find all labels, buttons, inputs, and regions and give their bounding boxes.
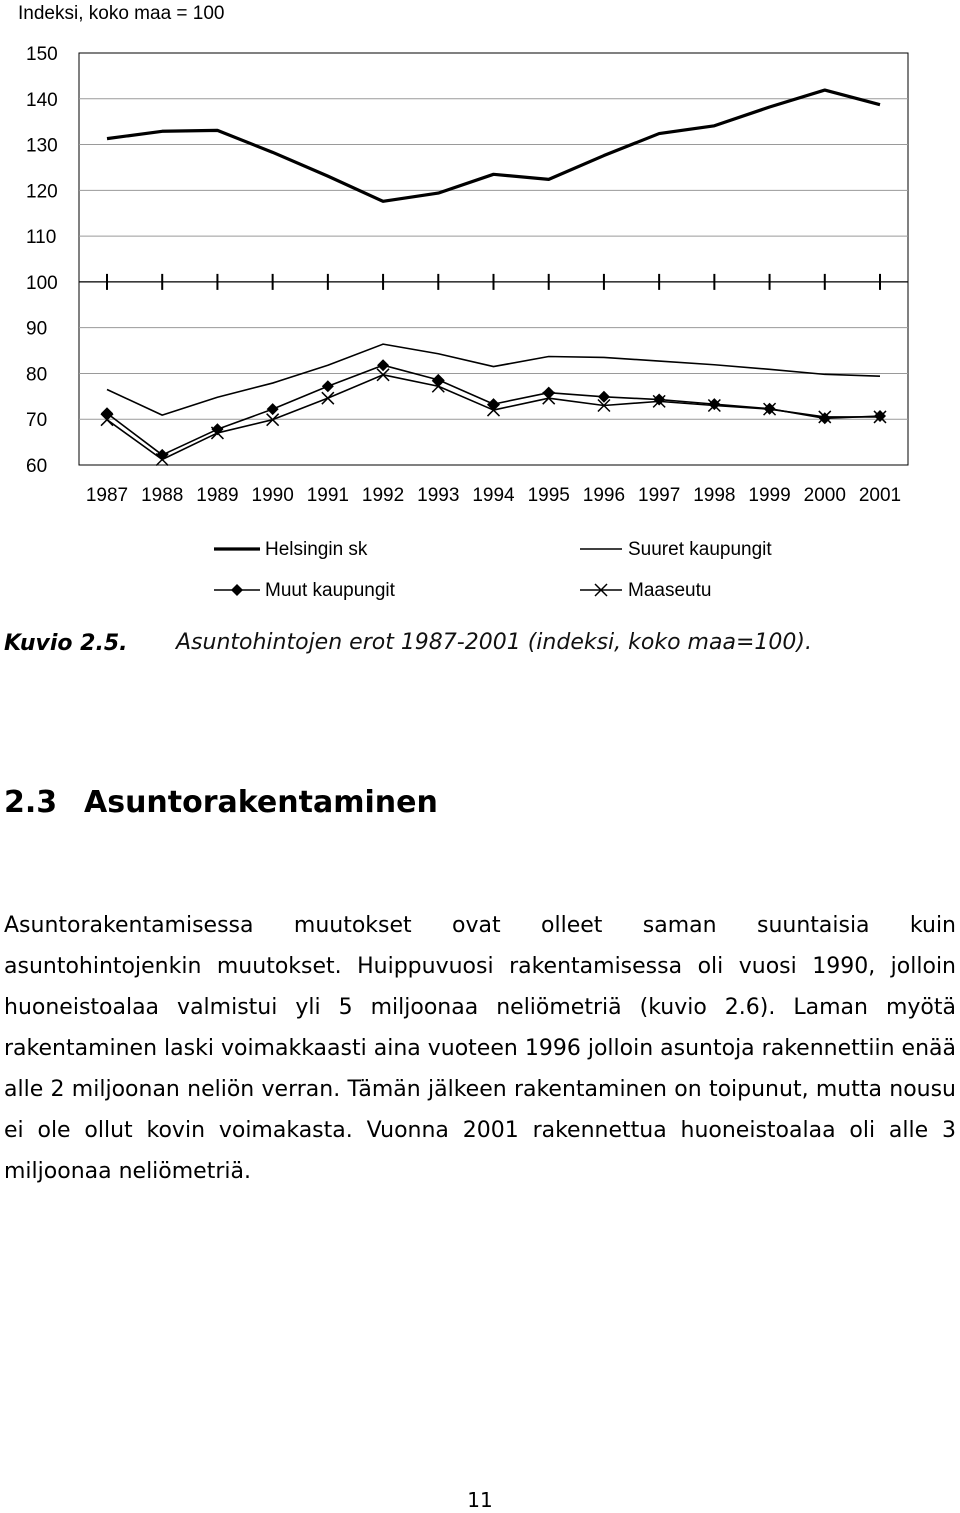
legend-marker-muut-kaupungit xyxy=(231,584,243,596)
legend-label-helsingin-sk: Helsingin sk xyxy=(265,539,368,560)
page-number: 11 xyxy=(467,1488,493,1512)
y-tick-label: 140 xyxy=(26,89,58,111)
y-tick-label: 60 xyxy=(26,456,48,477)
figure-caption-label: Kuvio 2.5. xyxy=(4,631,128,656)
x-tick-label: 1987 xyxy=(85,485,129,506)
section-heading xyxy=(4,785,438,820)
x-tick-label: 1999 xyxy=(748,485,791,506)
legend-label-muut-kaupungit: Muut kaupungit xyxy=(265,580,395,601)
body-paragraph: Asuntorakentamisessa muutokset ovat olleet saman suuntaisia kuin asuntohintojenkin muutokset. Huippuvuosi rakentamisessa oli vuosi 1990, jolloin huoneistoalaa valmistui yli 5 miljoonaa neliömetriä (kuvio 2.6). Laman myötä rakentaminen laski voimakkaasti aina vuoteen 1996 jolloin asuntoja rakennettiin enää alle 2 miljoonan neliön verran. Tämän jälkeen rakentaminen on toipunut, mutta nousu ei ole ollut kovin voimakasta. Vuonna 2001 rakennettua huoneistoalaa oli alle 3 miljoonaa neliömetriä. xyxy=(4,913,956,1184)
y-axis-label: Indeksi, koko maa = 100 xyxy=(18,3,225,24)
x-tick-label: 1989 xyxy=(196,485,239,506)
y-tick-label: 90 xyxy=(26,318,48,340)
price-index-chart xyxy=(0,0,960,620)
x-tick-label: 1988 xyxy=(141,485,184,506)
legend-label-maaseutu: Maaseutu xyxy=(628,580,712,601)
y-tick-label: 110 xyxy=(26,227,57,249)
x-tick-label: 1991 xyxy=(306,485,349,506)
x-tick-label: 1993 xyxy=(417,485,460,506)
x-tick-label: 2000 xyxy=(803,485,846,506)
x-tick-labels xyxy=(86,485,901,506)
x-tick-label: 1990 xyxy=(251,485,294,506)
legend-label-suuret-kaupungit: Suuret kaupungit xyxy=(628,539,772,560)
x-tick-label: 1994 xyxy=(472,485,515,506)
x-tick-label: 1995 xyxy=(527,485,570,506)
y-tick-label: 120 xyxy=(26,181,58,203)
y-tick-label: 70 xyxy=(26,410,48,432)
y-tick-label: 100 xyxy=(26,272,58,294)
y-tick-label: 130 xyxy=(26,135,58,157)
chart-legend xyxy=(214,539,772,601)
y-tick-label: 80 xyxy=(26,364,48,386)
y-tick-labels xyxy=(26,44,58,477)
section-number: 2.3 xyxy=(4,785,58,820)
x-tick-label: 1992 xyxy=(361,485,405,506)
section-title: Asuntorakentaminen xyxy=(84,785,438,820)
x-tick-label: 1998 xyxy=(693,485,736,506)
y-tick-label: 150 xyxy=(26,44,58,65)
figure-caption-text: Asuntohintojen erot 1987-2001 (indeksi, koko maa=100). xyxy=(176,630,812,655)
x-tick-label: 1997 xyxy=(638,485,681,506)
figure-caption xyxy=(4,630,812,656)
x-tick-label: 1996 xyxy=(582,485,626,506)
x-tick-label: 2001 xyxy=(858,485,902,506)
